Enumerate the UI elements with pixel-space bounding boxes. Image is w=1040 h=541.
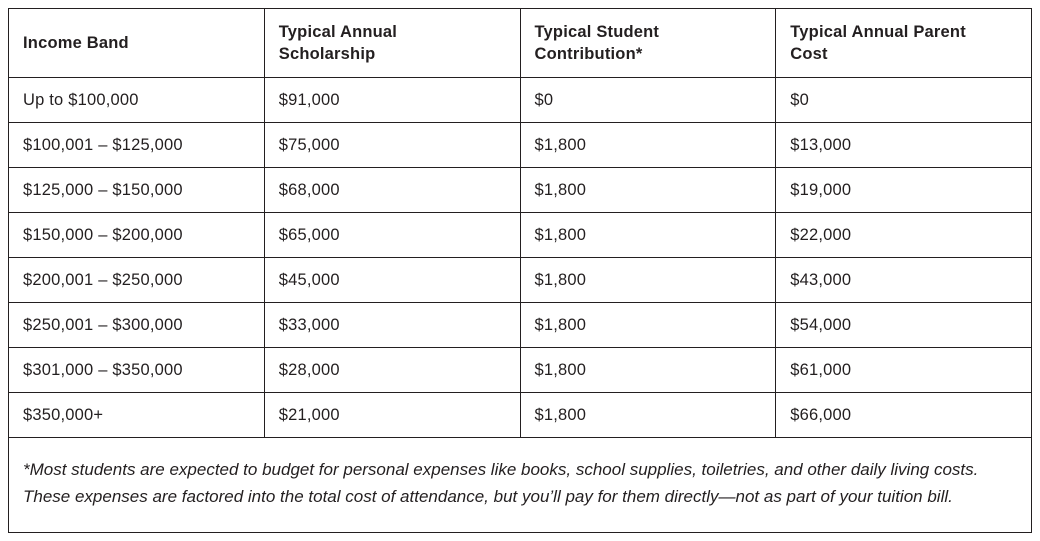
- column-header-income-band: Income Band: [9, 9, 265, 78]
- scholarship-cell: $75,000: [264, 123, 520, 168]
- student-contribution-cell: $1,800: [520, 213, 776, 258]
- income-band-cell: $200,001 – $250,000: [9, 258, 265, 303]
- table-row: [9, 393, 1032, 438]
- table-row: [9, 303, 1032, 348]
- student-contribution-cell: $1,800: [520, 303, 776, 348]
- parent-cost-cell: $54,000: [776, 303, 1032, 348]
- table-row: [9, 348, 1032, 393]
- table-footer: [9, 438, 1032, 533]
- parent-cost-cell: $13,000: [776, 123, 1032, 168]
- parent-cost-cell: $43,000: [776, 258, 1032, 303]
- column-header-parent-cost: Typical Annual Parent Cost: [776, 9, 1032, 78]
- table-header-row: [9, 9, 1032, 78]
- income-band-cell: $350,000+: [9, 393, 265, 438]
- student-contribution-cell: $1,800: [520, 348, 776, 393]
- scholarship-cell: $45,000: [264, 258, 520, 303]
- parent-cost-cell: $0: [776, 78, 1032, 123]
- table-row: [9, 123, 1032, 168]
- table-row: [9, 168, 1032, 213]
- parent-cost-cell: $22,000: [776, 213, 1032, 258]
- income-band-cell: $100,001 – $125,000: [9, 123, 265, 168]
- scholarship-cell: $68,000: [264, 168, 520, 213]
- parent-cost-cell: $61,000: [776, 348, 1032, 393]
- student-contribution-cell: $1,800: [520, 393, 776, 438]
- table-row: [9, 258, 1032, 303]
- scholarship-cell: $33,000: [264, 303, 520, 348]
- scholarship-cell: $28,000: [264, 348, 520, 393]
- student-contribution-cell: $0: [520, 78, 776, 123]
- income-band-cell: $150,000 – $200,000: [9, 213, 265, 258]
- column-header-student-contribution: Typical Student Contribution*: [520, 9, 776, 78]
- column-header-annual-scholarship: Typical Annual Scholarship: [264, 9, 520, 78]
- income-band-cell: $250,001 – $300,000: [9, 303, 265, 348]
- scholarship-cell: $21,000: [264, 393, 520, 438]
- income-band-cell: Up to $100,000: [9, 78, 265, 123]
- table-row: [9, 78, 1032, 123]
- scholarship-cell: $65,000: [264, 213, 520, 258]
- parent-cost-cell: $19,000: [776, 168, 1032, 213]
- student-contribution-cell: $1,800: [520, 168, 776, 213]
- financial-aid-table: [8, 8, 1032, 533]
- student-contribution-cell: $1,800: [520, 258, 776, 303]
- income-band-cell: $125,000 – $150,000: [9, 168, 265, 213]
- scholarship-cell: $91,000: [264, 78, 520, 123]
- table-row: [9, 213, 1032, 258]
- student-contribution-cell: $1,800: [520, 123, 776, 168]
- parent-cost-cell: $66,000: [776, 393, 1032, 438]
- footnote-text: *Most students are expected to budget for personal expenses like books, school supplies, toiletries, and other daily living costs. These expenses are factored into the total cost of attendance, but you’ll pay for them directly—not as part of your tuition bill.: [9, 438, 1032, 533]
- table-body: [9, 78, 1032, 438]
- income-band-cell: $301,000 – $350,000: [9, 348, 265, 393]
